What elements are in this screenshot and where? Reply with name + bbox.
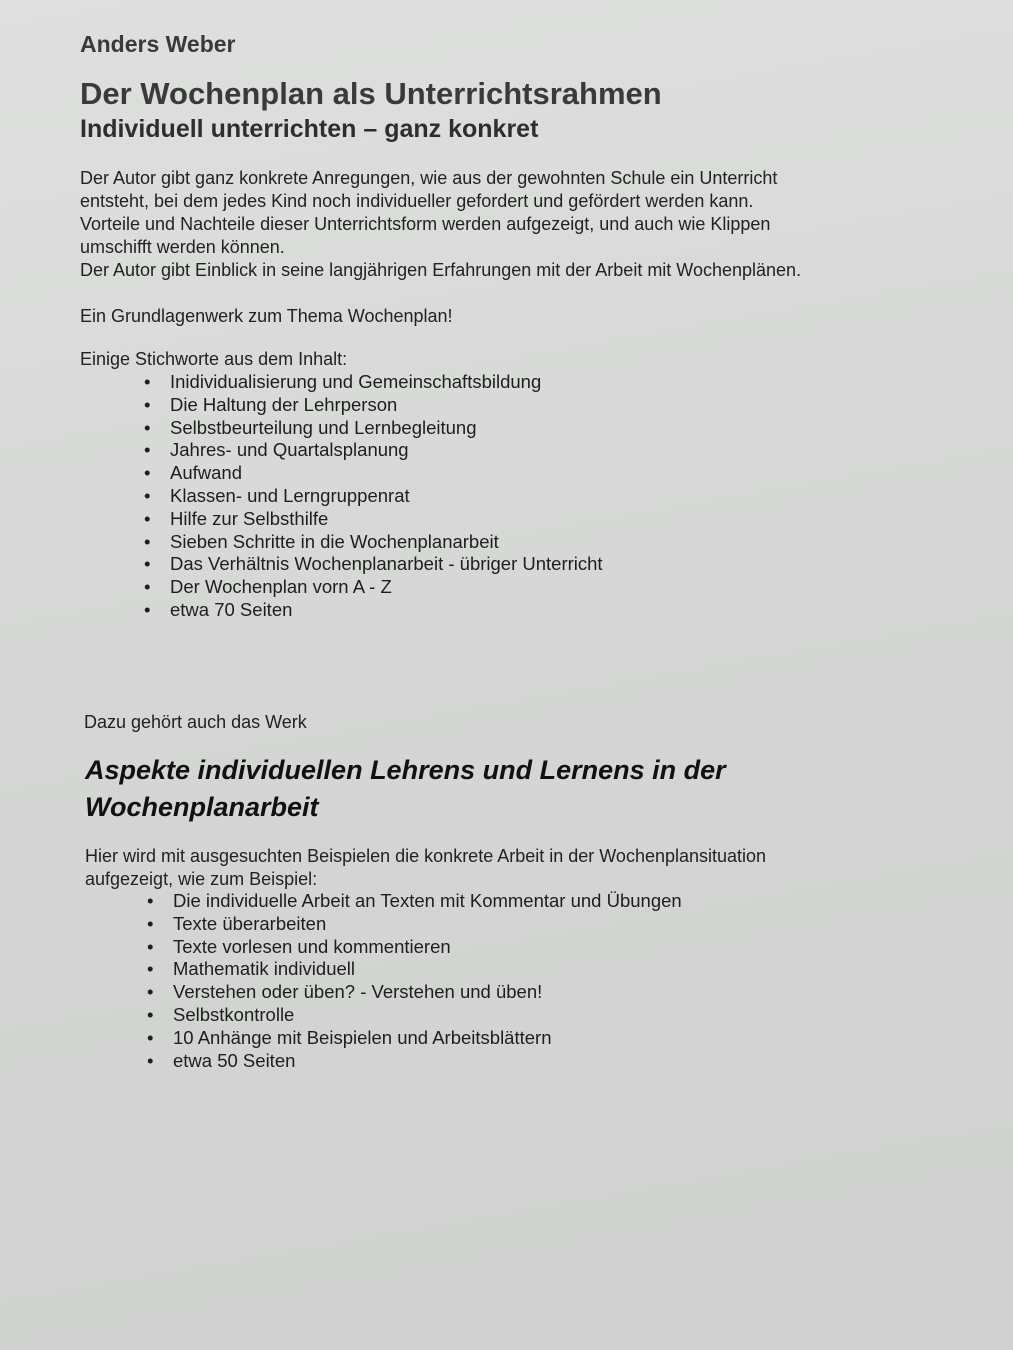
- list-item: [140, 576, 603, 599]
- keywords-intro-text: Einige Stichworte aus dem Inhalt:: [80, 349, 348, 369]
- bullet-icon: •: [144, 484, 151, 506]
- second-book-description: [85, 845, 915, 891]
- list-item-text: Die Haltung der Lehrperson: [170, 393, 398, 415]
- list-item: [140, 553, 603, 576]
- list-item-text: Texte vorlesen und kommentieren: [173, 935, 451, 957]
- bullet-icon: •: [147, 1003, 154, 1025]
- tagline: [80, 305, 910, 328]
- list-item: [143, 958, 682, 981]
- description-line: Vorteile und Nachteile dieser Unterrichtsform werden aufgezeigt, und auch wie Klippen: [80, 214, 771, 234]
- list-item: [140, 599, 603, 622]
- list-item: [143, 890, 682, 913]
- list-item: [140, 439, 603, 462]
- list-item-text: Inidividualisierung und Gemeinschaftsbildung: [170, 371, 542, 392]
- bullet-icon: •: [144, 576, 151, 598]
- list-item: [143, 936, 682, 959]
- list-item: [143, 981, 682, 1004]
- list-item-text: 10 Anhänge mit Beispielen und Arbeitsblättern: [173, 1026, 552, 1048]
- list-item: [140, 394, 603, 417]
- list-item-text: Verstehen oder üben? - Verstehen und üben!: [173, 981, 543, 1003]
- book-description: [80, 167, 910, 282]
- list-item-text: Die individuelle Arbeit an Texten mit Kommentar und Übungen: [173, 890, 682, 911]
- description-line: Der Autor gibt Einblick in seine langjährigen Erfahrungen mit der Arbeit mit Wochenplänen.: [80, 260, 802, 280]
- bullet-icon: •: [144, 507, 151, 529]
- bullet-icon: •: [147, 1026, 154, 1048]
- list-item: [143, 1050, 682, 1073]
- list-item-text: Jahres- und Quartalsplanung: [170, 439, 409, 461]
- bullet-icon: •: [144, 416, 151, 438]
- list-item-text: Klassen- und Lerngruppenrat: [170, 484, 410, 506]
- list-item: [143, 1004, 682, 1027]
- list-item-text: etwa 50 Seiten: [173, 1049, 296, 1071]
- list-item: [143, 913, 682, 936]
- second-book-title: [85, 752, 726, 826]
- second-work-intro: [84, 711, 914, 734]
- bullet-icon: •: [147, 958, 154, 980]
- list-item: [140, 462, 603, 485]
- list-item-text: Texte überarbeiten: [173, 912, 327, 934]
- bullet-icon: •: [147, 935, 154, 957]
- bullet-icon: •: [144, 553, 151, 575]
- list-item-text: Aufwand: [170, 462, 242, 484]
- bullet-icon: •: [144, 530, 151, 552]
- bullet-icon: •: [147, 981, 154, 1003]
- tagline-text: Ein Grundlagenwerk zum Thema Wochenplan!: [80, 306, 453, 326]
- keywords-intro: [80, 348, 910, 371]
- description-line: entsteht, bei dem jedes Kind noch individueller gefordert und gefördert werden kann.: [80, 191, 754, 211]
- book-title: Der Wochenplan als Unterrichtsrahmen: [80, 76, 662, 111]
- description-line: Hier wird mit ausgesuchten Beispielen die konkrete Arbeit in der Wochenplansituation: [85, 846, 767, 866]
- bullet-icon: •: [147, 1049, 154, 1071]
- list-item: [140, 417, 603, 440]
- list-item-text: Das Verhältnis Wochenplanarbeit - übriger Unterricht: [170, 553, 603, 575]
- bullet-icon: •: [144, 462, 151, 484]
- list-item: [140, 531, 603, 554]
- list-item-text: Der Wochenplan vorn A - Z: [170, 576, 392, 598]
- bullet-icon: •: [147, 890, 154, 911]
- bullet-icon: •: [147, 912, 154, 934]
- second-book-items-list: [143, 890, 682, 1072]
- list-item: [143, 1027, 682, 1050]
- second-book-title-line: Aspekte individuellen Lehrens und Lernens in der: [85, 755, 726, 785]
- book-subtitle: Individuell unterrichten – ganz konkret: [80, 115, 539, 143]
- list-item-text: Selbstbeurteilung und Lernbegleitung: [170, 416, 477, 438]
- list-item-text: Mathematik individuell: [173, 958, 356, 980]
- list-item: [140, 485, 603, 508]
- second-work-intro-text: Dazu gehört auch das Werk: [84, 712, 307, 732]
- description-line: aufgezeigt, wie zum Beispiel:: [85, 869, 318, 889]
- description-line: umschifft werden können.: [80, 237, 285, 257]
- list-item-text: Selbstkontrolle: [173, 1003, 295, 1025]
- bullet-icon: •: [144, 598, 151, 620]
- bullet-icon: •: [144, 371, 151, 392]
- author-name: Anders Weber: [80, 31, 236, 57]
- list-item: [140, 508, 603, 531]
- list-item-text: Hilfe zur Selbsthilfe: [170, 507, 329, 529]
- list-item-text: Sieben Schritte in die Wochenplanarbeit: [170, 530, 499, 552]
- list-item-text: etwa 70 Seiten: [170, 598, 293, 620]
- bullet-icon: •: [144, 393, 151, 415]
- description-line: Der Autor gibt ganz konkrete Anregungen, wie aus der gewohnten Schule ein Unterricht: [80, 168, 778, 188]
- second-book-title-line: Wochenplanarbeit: [85, 792, 319, 822]
- bullet-icon: •: [144, 439, 151, 461]
- keywords-list: [140, 371, 603, 622]
- list-item: [140, 371, 603, 394]
